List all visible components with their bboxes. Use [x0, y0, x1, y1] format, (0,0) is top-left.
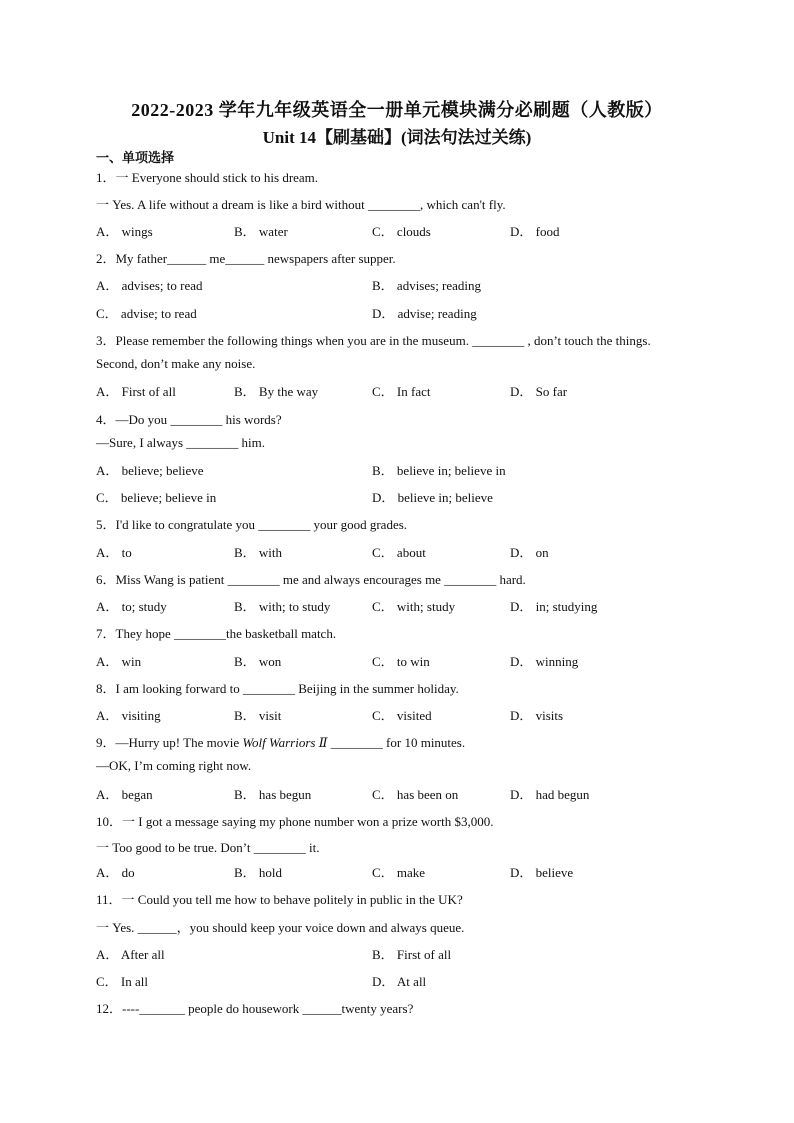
q5-option-b: B． with: [234, 545, 283, 560]
q4-option-c: C． believe; believe in: [96, 490, 217, 505]
q9-option-b: B． has begun: [234, 787, 312, 802]
question-11-stem-2: 一 Yes. ______，you should keep your voice down and always queue.: [96, 920, 465, 935]
q6-option-a: A． to; study: [96, 599, 167, 614]
q5-option-a: A． to: [96, 545, 132, 560]
page-title: 2022-2023 学年九年级英语全一册单元模块满分必刷题（人教版）: [131, 100, 663, 120]
question-1-stem-2: 一 Yes. A life without a dream is like a bird without ________, which can't fly.: [96, 197, 506, 212]
question-7-stem: 7．They hope ________the basketball match.: [96, 626, 337, 641]
q7-option-c: C． to win: [372, 654, 430, 669]
q9-option-d: D． had begun: [510, 787, 590, 802]
q7-option-a: A． win: [96, 654, 142, 669]
q9-option-a: A． began: [96, 787, 153, 802]
question-6-stem: 6．Miss Wang is patient ________ me and always encourages me ________ hard.: [96, 572, 526, 587]
q2-option-a: A． advises; to read: [96, 278, 203, 293]
q11-option-b: B． First of all: [372, 947, 452, 962]
q2-option-b: B． advises; reading: [372, 278, 482, 293]
q3-option-a: A． First of all: [96, 384, 176, 399]
question-1-stem: 1．一 Everyone should stick to his dream.: [96, 170, 319, 185]
q8-option-b: B． visit: [234, 708, 282, 723]
question-4-stem-2: —Sure, I always ________ him.: [96, 435, 265, 450]
q6-option-c: C． with; study: [372, 599, 456, 614]
q7-option-d: D． winning: [510, 654, 579, 669]
q10-option-c: C． make: [372, 865, 426, 880]
q11-option-a: A． After all: [96, 947, 165, 962]
q1-option-b: B． water: [234, 224, 288, 239]
q7-option-b: B． won: [234, 654, 282, 669]
question-9-stem: [96, 732, 465, 751]
question-11-stem: 11．一 Could you tell me how to behave politely in public in the UK?: [96, 892, 463, 907]
section-heading: 一、单项选择: [96, 150, 175, 165]
movie-title: Wolf Warriors Ⅱ: [242, 735, 328, 750]
q8-option-d: D． visits: [510, 708, 564, 723]
question-4-stem: 4．—Do you ________ his words?: [96, 412, 282, 427]
q10-option-d: D． believe: [510, 865, 574, 880]
q2-option-c: C． advise; to read: [96, 306, 197, 321]
q5-option-c: C． about: [372, 545, 426, 560]
q6-option-d: D． in; studying: [510, 599, 598, 614]
question-10-stem-2: 一 Too good to be true. Don’t ________ it.: [96, 840, 320, 855]
q10-option-b: B． hold: [234, 865, 283, 880]
q6-option-b: B． with; to study: [234, 599, 331, 614]
q4-option-d: D． believe in; believe: [372, 490, 493, 505]
question-5-stem: 5．I'd like to congratulate you ________ your good grades.: [96, 517, 408, 532]
q8-option-c: C． visited: [372, 708, 432, 723]
q3-option-d: D． So far: [510, 384, 568, 399]
question-3-stem: 3．Please remember the following things when you are in the museum. ________ , don’t touch the things.: [96, 333, 651, 348]
q2-option-d: D． advise; reading: [372, 306, 477, 321]
q9-option-c: C． has been on: [372, 787, 459, 802]
q5-option-d: D． on: [510, 545, 549, 560]
q4-option-b: B． believe in; believe in: [372, 463, 506, 478]
q1-option-c: C． clouds: [372, 224, 431, 239]
q9-stem-start: 9．—Hurry up! The movie: [96, 735, 243, 750]
q1-option-d: D． food: [510, 224, 560, 239]
q1-option-a: A． wings: [96, 224, 153, 239]
q11-option-d: D． At all: [372, 974, 427, 989]
question-12-stem: 12．----_______ people do housework ______twenty years?: [96, 1001, 414, 1016]
question-10-stem: 10．一 I got a message saying my phone number won a prize worth $3,000.: [96, 814, 494, 829]
q3-option-c: C． In fact: [372, 384, 431, 399]
question-9-stem-2: —OK, I’m coming right now.: [96, 758, 252, 773]
q3-option-b: B． By the way: [234, 384, 319, 399]
q10-option-a: A． do: [96, 865, 135, 880]
question-3-stem-2: Second, don’t make any noise.: [96, 356, 256, 371]
question-2-stem: 2．My father______ me______ newspapers after supper.: [96, 251, 396, 266]
question-8-stem: 8．I am looking forward to ________ Beijing in the summer holiday.: [96, 681, 459, 696]
q8-option-a: A． visiting: [96, 708, 161, 723]
q11-option-c: C． In all: [96, 974, 148, 989]
q4-option-a: A． believe; believe: [96, 463, 204, 478]
page-subtitle: Unit 14【刷基础】(词法句法过关练): [262, 128, 532, 147]
q9-stem-end: ________ for 10 minutes.: [327, 735, 466, 750]
